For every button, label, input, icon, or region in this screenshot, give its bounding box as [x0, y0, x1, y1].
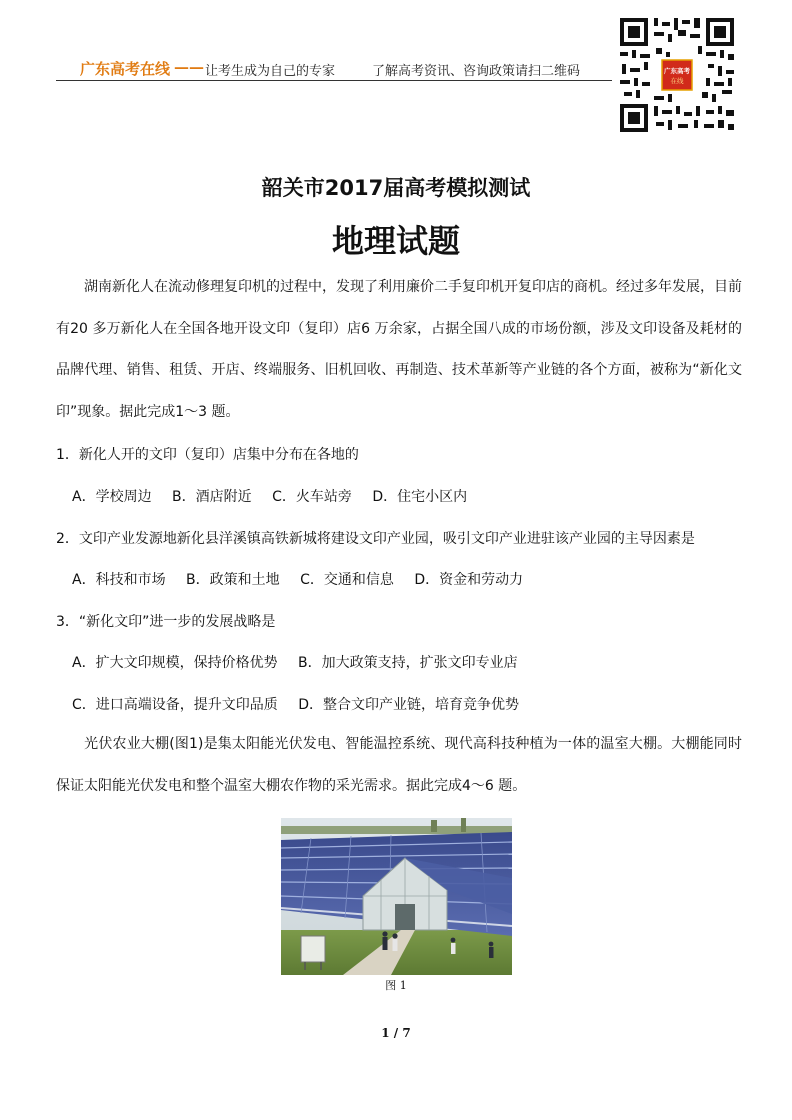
question-1-options — [72, 486, 483, 506]
qr-badge-text-1: 广东高考 — [664, 67, 690, 75]
question-1-stem: 1．新化人开的文印（复印）店集中分布在各地的 — [56, 447, 359, 463]
page-number: 1 / 7 — [381, 1026, 411, 1040]
qr-finder-top-left — [620, 18, 648, 46]
question-2-stem: 2．文印产业发源地新化县洋溪镇高铁新城将建设文印产业园，吸引文印产业进驻该产业园的主导因素是 — [56, 531, 695, 547]
qr-center-badge — [659, 57, 695, 93]
question-2-option-c: C．交通和信息 — [300, 572, 394, 588]
question-2-option-a: A．科技和市场 — [72, 572, 166, 588]
passage-1-text: 湖南新化人在流动修理复印机的过程中，发现了利用廉价二手复印机开复印店的商机。经过多年发展，目前有20 多万新化人在全国各地开设文印（复印）店6 万余家，占据全国八成的市场份额，涉及文印设备及耗材的品牌代理、销售、租赁、开店、终端服务、旧机回收、再制造、技术革新等产业链的各个方面，被称为“新化文印”现象。据此完成1～3 题。 — [56, 279, 742, 420]
exam-title: 韶关市2017届高考模拟测试 — [261, 176, 531, 200]
header-rule — [56, 80, 612, 81]
passage-1 — [56, 267, 742, 433]
question-1-option-a: A．学校周边 — [72, 489, 152, 505]
header-note: 了解高考资讯、咨询政策请扫二维码 — [372, 64, 581, 79]
question-2-option-b: B．政策和土地 — [186, 572, 280, 588]
question-2-option-d: D．资金和劳动力 — [414, 572, 524, 588]
header-slogan: 让考生成为自己的专家 — [205, 64, 336, 79]
qr-finder-bottom-left — [620, 104, 648, 132]
question-3-option-b: B．加大政策支持，扩张文印专业店 — [298, 655, 518, 671]
qr-code[interactable] — [618, 16, 736, 134]
question-2-options — [72, 569, 539, 589]
question-3-options-row-1 — [72, 652, 534, 672]
qr-badge-text-2: 在线 — [670, 77, 684, 85]
figure-1-photo — [281, 818, 512, 975]
question-3-options-row-2 — [72, 694, 535, 714]
header-brand: 广东高考在线 — [80, 60, 171, 78]
question-1-option-c: C．火车站旁 — [272, 489, 352, 505]
paper-title: 地理试题 — [331, 222, 460, 260]
qr-finder-top-right — [706, 18, 734, 46]
question-3-option-d: D．整合文印产业链，培育竞争优势 — [298, 697, 520, 713]
passage-2 — [56, 724, 742, 807]
question-3-option-a: A．扩大文印规模，保持价格优势 — [72, 655, 278, 671]
figure-1-caption: 图 1 — [385, 979, 407, 992]
question-3-stem: 3．“新化文印”进一步的发展战略是 — [56, 614, 276, 630]
header-dash: —— — [174, 58, 204, 76]
passage-2-text: 光伏农业大棚(图1)是集太阳能光伏发电、智能温控系统、现代高科技种植为一体的温室大棚。大棚能同时保证太阳能光伏发电和整个温室大棚农作物的采光需求。据此完成4～6 题。 — [56, 736, 742, 794]
question-1-option-d: D．住宅小区内 — [372, 489, 468, 505]
question-3-option-c: C．进口高端设备，提升文印品质 — [72, 697, 278, 713]
question-1-option-b: B．酒店附近 — [172, 489, 252, 505]
